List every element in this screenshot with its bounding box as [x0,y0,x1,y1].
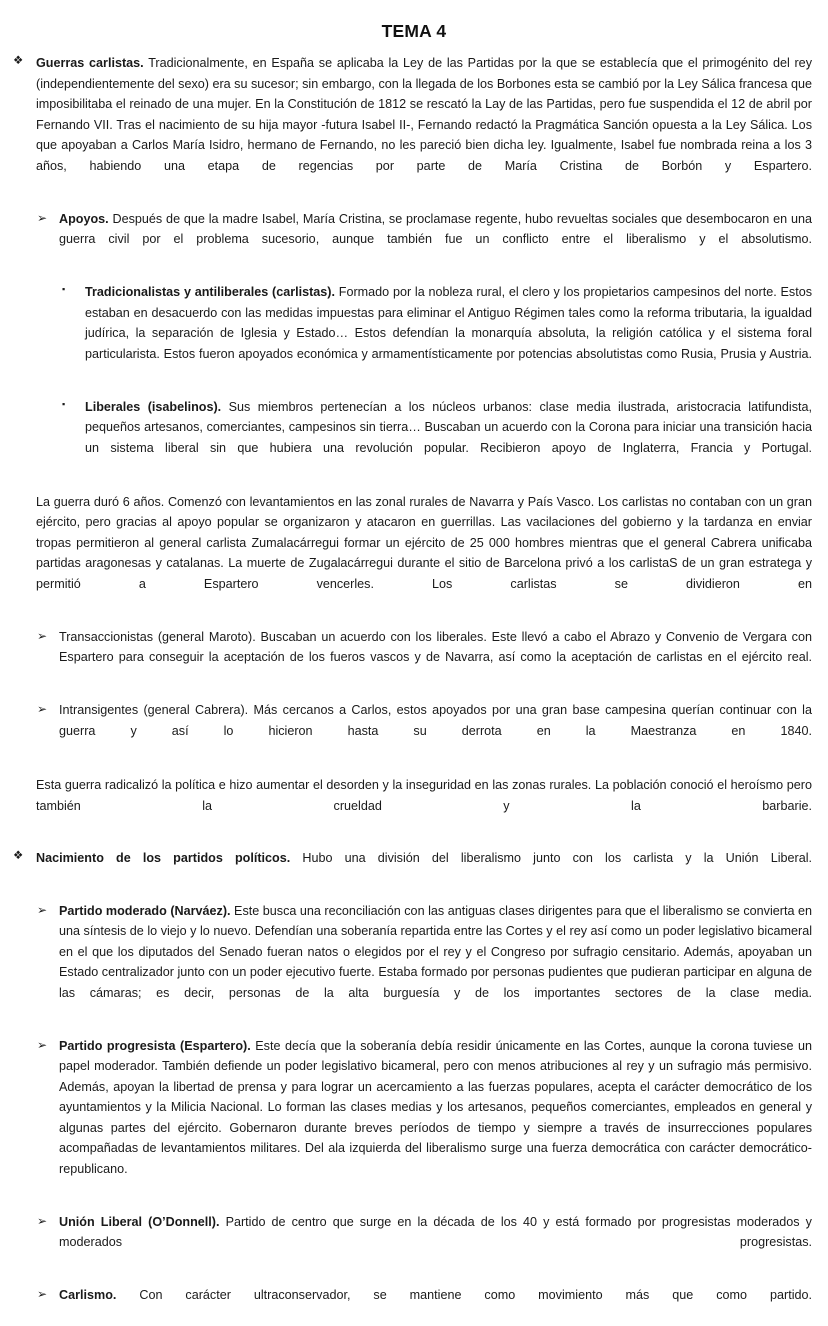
paragraph-text-apoyos: Después de que la madre Isabel, María Cristina, se proclamase regente, hubo revueltas sociales que desembocaron en una guerra civil por el problema sucesorio, aunque también fue un conflicto entre el liberalismo y el absolutismo. [59,211,812,247]
document-body [0,53,828,1326]
bullet-marker-level2-icon: ➢ [37,210,48,225]
paragraph-partido-progresista [37,1036,812,1200]
paragraph-text-partido-moderado: Este busca una reconciliación con las antiguas clases dirigentes para que el liberalismo se convierta en una síntesis de lo viejo y lo nuevo. Defendían una soberanía repartida entre las Cortes y el rey así como un poder legislativo bicameral en el que los diputados del Senado fueran natos o elegidos por el rey y el Congreso por sufragio censitario. Además, apoyaban un Estado centralizador junto con un poder ejecutivo fuerte. Estaba formado por personas pudientes que pudieran participar en alguna de las cámaras; es decir, personas de la alta burguesía y de los importantes sectores de la clase media. [59,903,812,1000]
paragraph-text-radicalizacion: Esta guerra radicalizó la política e hizo aumentar el desorden y la inseguridad en las zonas rurales. La población conoció el heroísmo pero también la crueldad y la barbarie. [36,777,812,813]
paragraph-radicalizacion [36,775,812,837]
paragraph-lead-guerras-carlistas: Guerras carlistas. [36,56,144,70]
paragraph-text-transaccionistas: Transaccionistas (general Maroto). Buscaban un acuerdo con los liberales. Este llevó a cabo el Abrazo y Convenio de Vergara con Espartero para conseguir la aceptación de los fueros vascos y de Navarra, así como la aceptación de carlistas en el ejército real. [59,629,812,665]
bullet-marker-level1-icon: ❖ [13,55,24,67]
paragraph-lead-partido-moderado: Partido moderado (Narváez). [59,903,231,918]
paragraph-lead-apoyos: Apoyos. [59,211,109,226]
paragraph-lead-liberales-isabelinos: Liberales (isabelinos). [85,399,222,414]
bullet-marker-level2-icon: ➢ [37,1213,48,1228]
paragraph-transaccionistas [37,627,812,689]
bullet-marker-level3-icon: ▪ [62,398,66,409]
paragraph-text-union-liberal: Partido de centro que surge en la década de los 40 y está formado por progresistas moderados y moderados progresistas. [59,1214,812,1250]
bullet-marker-level2-icon: ➢ [37,902,48,917]
paragraph-lead-union-liberal: Unión Liberal (O’Donnell). [59,1214,220,1229]
paragraph-lead-nacimiento-partidos: Nacimiento de los partidos políticos. [36,850,291,865]
bullet-marker-level2-icon: ➢ [37,628,48,643]
bullet-marker-level2-icon: ➢ [37,1037,48,1052]
paragraph-text-partido-progresista: Este decía que la soberanía debía residir únicamente en las Cortes, aunque la corona tuviese un papel moderador. También defiende un poder legislativo bicameral, pero con menos atribuciones al rey y un sufragio más permisivo. Además, apoyan la libertad de prensa y para lograr un acercamiento a las fuerzas populares, acepta el carácter democrático de los ayuntamientos y la Milicia Nacional. Lo forman las clases medias y los artesanos, pequeños comerciantes, empleados en general y algunas partes del ejército. Gobernaron durante breves períodos de tiempo y siempre a través de insurrecciones populares acompañadas de levantamientos militares. Del ala izquierda del liberalismo surge una fuerza democrática con carácter democrático-republicano. [59,1038,812,1176]
paragraph-lead-partido-progresista: Partido progresista (Espartero). [59,1038,251,1053]
paragraph-partido-moderado [37,901,812,1024]
bullet-marker-level2-icon: ➢ [37,1287,48,1302]
bullet-marker-level3-icon: ▪ [62,284,66,295]
bullet-marker-level2-icon: ➢ [37,702,48,717]
paragraph-tradicionalistas-antiliberales [62,282,813,385]
paragraph-text-nacimiento-partidos: Hubo una división del liberalismo junto con los carlista y la Unión Liberal. [290,850,812,865]
paragraph-text-duracion-guerra: La guerra duró 6 años. Comenzó con levantamientos en las zonal rurales de Navarra y País Vasco. Los carlistas no contaban con un gran ejército, pero gracias al apoyo popular se organizaron y atacaron en guerrillas. Las vacilaciones del gobierno y la tardanza en enviar tropas permitieron al general carlista Zumalacárregui formar un ejército de 25 000 hombres mientras que el general Cabrera unificaba partidas aragonesas y catalanas. La muerte de Zugalacárregui durante el sitio de Barcelona privó a los carlistaS de un gran estratega y permitió a Espartero vencerles. Los carlistas se dividieron en [36,494,812,591]
paragraph-text-guerras-carlistas: Tradicionalmente, en España se aplicaba la Ley de las Partidas por la que se establecía que el primogénito del rey (independientemente del sexo) era su sucesor; sin embargo, con la llegada de los Borbones esta se cambió por la Ley Sálica francesa que imposibilitaba el reinado de una mujer. En la Constitución de 1812 se rescató la Lay de las Partidas, pero fue suspendida el 12 de abril por Fernando VII. Tras el nacimiento de su hija mayor -futura Isabel II-, Fernando redactó la Pragmática Sanción opuesta a la Ley Sálica. Los que apoyaban a Carlos María Isidro, hermano de Fernando, no les pareció bien dicha ley. Igualmente, Isabel fue nombrada reina a los 3 años, habiendo una etapa de regencias por parte de María Cristina de Borbón y Espartero. [36,56,812,173]
document-page [0,21,828,1303]
paragraph-carlismo [37,1285,812,1326]
page-title: TEMA 4 [381,21,447,41]
paragraph-text-intransigentes: Intransigentes (general Cabrera). Más cercanos a Carlos, estos apoyados por una gran base campesina querían continuar con la guerra y así lo hicieron hasta su derrota en la Maestranza en 1840. [59,703,812,738]
paragraph-guerras-carlistas [13,53,812,197]
paragraph-duracion-guerra [36,492,812,615]
bullet-marker-level1-icon: ❖ [13,849,24,862]
paragraph-lead-tradicionalistas-antiliberales: Tradicionalistas y antiliberales (carlistas). [85,285,336,300]
paragraph-text-carlismo: Con carácter ultraconservador, se mantiene como movimiento más que como partido. [116,1288,812,1303]
paragraph-intransigentes [37,700,812,762]
paragraph-liberales-isabelinos [62,397,812,479]
paragraph-union-liberal [37,1212,812,1274]
paragraph-text-liberales-isabelinos: Sus miembros pertenecían a los núcleos urbanos: clase media ilustrada, aristocracia latifundista, pequeños artesanos, comerciantes, campesinos sin tierra… Buscaban un acuerdo con la Corona para iniciar una transición hacia un sistema liberal sin que hubiera una revolución popular. Recibieron apoyo de Inglaterra, Francia y Portugal. [85,399,812,455]
paragraph-lead-carlismo: Carlismo. [59,1288,117,1303]
paragraph-apoyos [37,209,812,271]
paragraph-nacimiento-partidos [13,848,812,889]
paragraph-text-tradicionalistas-antiliberales: Formado por la nobleza rural, el clero y los propietarios campesinos del norte. Estos estaban en desacuerdo con las medidas impuestas para eliminar el Antiguo Régimen tales como la reforma tributaria, la igualdad judírica, la separación de Iglesia y Estado… Estos defendían la monarquía absoluta, la religión católica y el sistema foral particularista. Estos fueron apoyados económica y armamentísticamente por potencias absolutistas como Rusia, Prusia y Austria. [85,285,813,361]
